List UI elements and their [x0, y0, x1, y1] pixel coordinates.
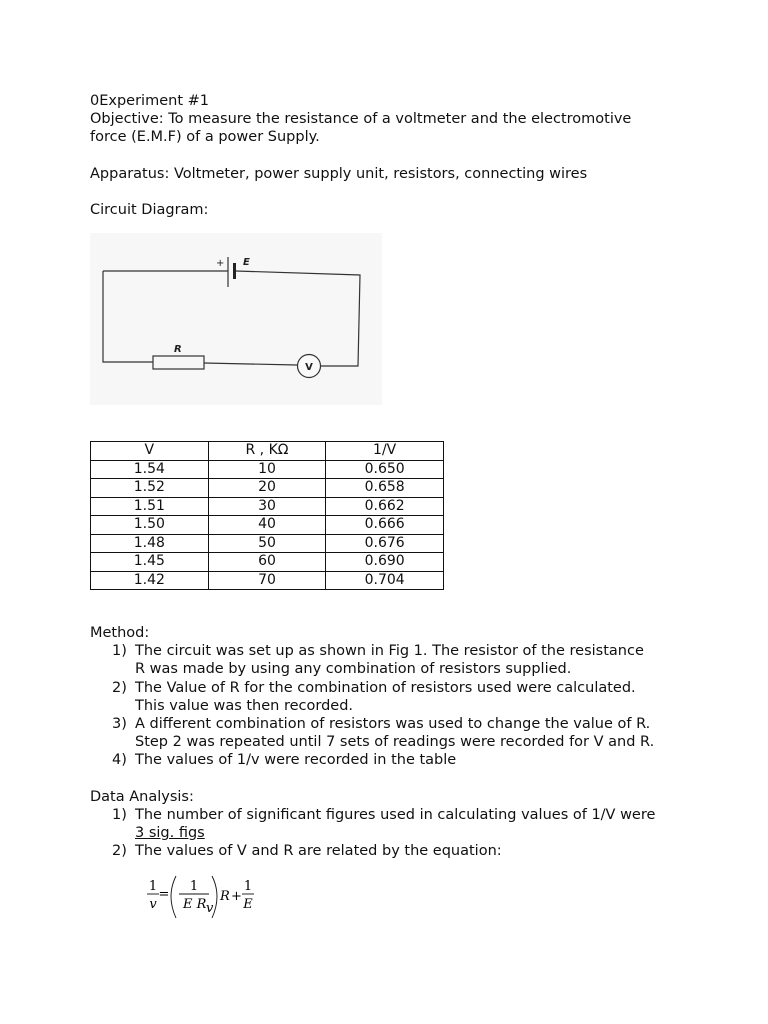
- table-row: [91, 460, 444, 479]
- eq-rhs-numerator: 1: [243, 879, 253, 895]
- cell-inverse-v: 0.690: [326, 553, 444, 572]
- cell-r: 20: [208, 479, 326, 498]
- document-title: 0Experiment #1: [90, 93, 209, 109]
- emf-label: E: [243, 257, 250, 269]
- step-text-line-1: A different combination of resistors was used to change the value of R.: [135, 716, 651, 733]
- table-row: [91, 516, 444, 535]
- table-row: [91, 571, 444, 590]
- scan-background: [90, 233, 382, 405]
- step-number: 3): [112, 716, 127, 733]
- cell-v: 1.54: [91, 460, 209, 479]
- eq-lhs-numerator: 1: [148, 879, 158, 895]
- cell-v: 1.50: [91, 516, 209, 535]
- cell-v: 1.52: [91, 479, 209, 498]
- step-number: 2): [112, 679, 127, 696]
- eq-left-paren: [171, 876, 176, 918]
- step-text-line-2: R was made by using any combination of resistors supplied.: [135, 661, 572, 678]
- method-step-4: [90, 751, 710, 769]
- step-number: 4): [112, 752, 127, 769]
- step-text-line-1: The number of significant figures used in calculating values of 1/V were: [135, 806, 656, 823]
- cell-r: 70: [208, 571, 326, 590]
- analysis-step-2: [90, 842, 710, 860]
- method-step-3: [90, 715, 710, 751]
- header-r: R , KΩ: [208, 442, 326, 461]
- battery-negative-plate: [233, 263, 236, 279]
- cell-v: 1.48: [91, 534, 209, 553]
- header-inverse-v: 1/V: [326, 442, 444, 461]
- cell-v: 1.45: [91, 553, 209, 572]
- step-text-line-1: The circuit was set up as shown in Fig 1. The resistor of the resistance: [135, 643, 644, 660]
- plus-label: +: [216, 258, 225, 270]
- table-row: [91, 534, 444, 553]
- cell-r: 10: [208, 460, 326, 479]
- eq-plus: +: [231, 889, 242, 905]
- table-row: [91, 497, 444, 516]
- eq-r-variable: R: [220, 889, 230, 905]
- document-page: [90, 92, 710, 928]
- step-text-line-1: The Value of R for the combination of resistors used were calculated.: [135, 679, 636, 696]
- method-step-1: [90, 642, 710, 678]
- objective-line-1: Objective: To measure the resistance of a voltmeter and the electromotive: [90, 111, 632, 128]
- circuit-heading: Circuit Diagram:: [90, 201, 209, 218]
- cell-inverse-v: 0.662: [326, 497, 444, 516]
- eq-lhs-denominator: v: [149, 897, 157, 913]
- eq-rhs-denominator: E: [243, 897, 253, 913]
- data-table: [90, 441, 444, 590]
- analysis-heading: Data Analysis:: [90, 788, 194, 805]
- cell-r: 60: [208, 553, 326, 572]
- method-steps: [90, 642, 710, 769]
- header-v: V: [91, 442, 209, 461]
- cell-inverse-v: 0.704: [326, 571, 444, 590]
- circuit-diagram: [90, 233, 382, 405]
- step-text-line-1: The values of 1/v were recorded in the table: [135, 752, 457, 769]
- sig-figs-answer: 3 sig. figs: [135, 825, 205, 842]
- method-step-2: [90, 679, 710, 715]
- eq-inner-denominator: E R: [183, 897, 207, 913]
- cell-inverse-v: 0.650: [326, 460, 444, 479]
- table-row: [91, 479, 444, 498]
- analysis-step-1: [90, 806, 710, 842]
- eq-equals: =: [158, 887, 170, 903]
- cell-r: 50: [208, 534, 326, 553]
- resistor-label: R: [174, 344, 182, 356]
- step-number: 1): [112, 643, 127, 660]
- table-row: [91, 553, 444, 572]
- step-text-line-2: This value was then recorded.: [135, 697, 354, 714]
- analysis-steps: [90, 806, 710, 861]
- cell-inverse-v: 0.676: [326, 534, 444, 553]
- cell-r: 40: [208, 516, 326, 535]
- step-text-line-1: The values of V and R are related by the equation:: [135, 843, 502, 860]
- equation: [146, 874, 276, 924]
- step-number: 1): [112, 806, 127, 823]
- eq-inner-numerator: 1: [189, 879, 199, 895]
- voltmeter-label: V: [305, 362, 313, 374]
- cell-inverse-v: 0.658: [326, 479, 444, 498]
- cell-inverse-v: 0.666: [326, 516, 444, 535]
- method-heading: Method:: [90, 625, 150, 642]
- cell-r: 30: [208, 497, 326, 516]
- table-header-row: [91, 442, 444, 461]
- apparatus-text: Apparatus: Voltmeter, power supply unit, resistors, connecting wires: [90, 165, 588, 182]
- eq-inner-subscript: v: [206, 901, 214, 917]
- cell-v: 1.51: [91, 497, 209, 516]
- cell-v: 1.42: [91, 571, 209, 590]
- objective-line-2: force (E.M.F) of a power Supply.: [90, 129, 320, 146]
- step-number: 2): [112, 843, 127, 860]
- step-text-line-2: Step 2 was repeated until 7 sets of readings were recorded for V and R.: [135, 734, 655, 751]
